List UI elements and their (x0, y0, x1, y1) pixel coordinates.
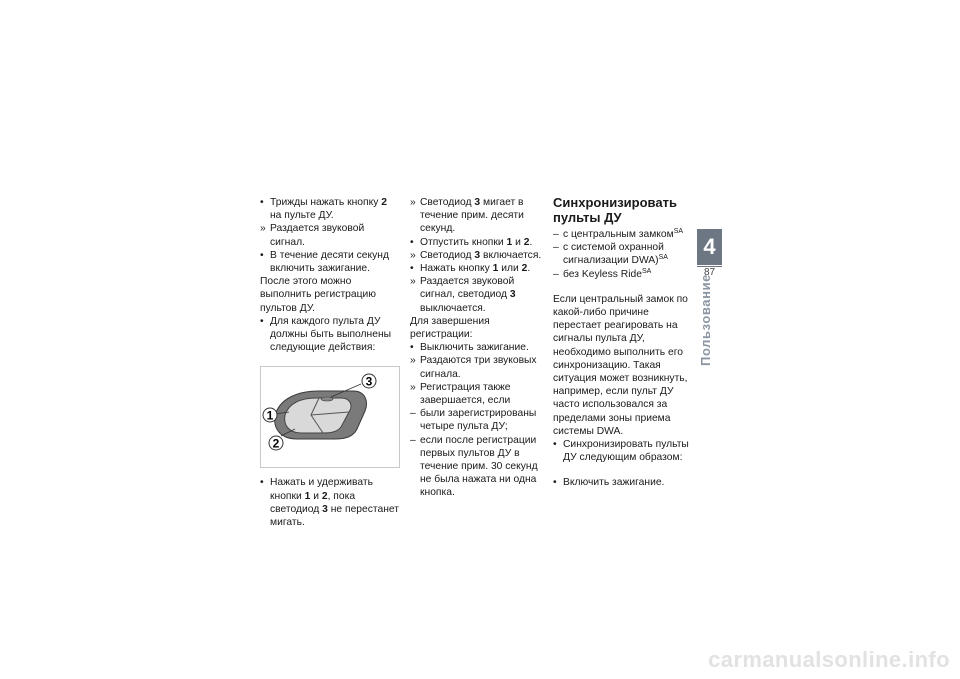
list-item (260, 315, 400, 355)
item-text: В течение десяти секунд включить зажигание. (270, 249, 389, 275)
item-text: Для каждого пульта ДУ должны быть выполнены следующие действия: (270, 315, 392, 354)
key-fob-illustration (260, 366, 400, 468)
item-text: Раздается звуковой сигнал. (270, 223, 365, 248)
bullet-mark: • (410, 236, 414, 248)
item-text: Трижды нажать кнопку (270, 197, 382, 208)
item-text: . (527, 263, 531, 275)
dash-mark: – (553, 268, 559, 280)
result-item (410, 249, 544, 262)
list-item (410, 236, 544, 249)
led-number: 3 (509, 289, 516, 301)
bullet-mark: • (260, 315, 264, 327)
item-text: Включить зажигание. (563, 477, 665, 489)
bullet-mark: • (553, 477, 557, 489)
bullet-mark: • (260, 197, 264, 208)
item-text: и (512, 236, 524, 248)
led-number: 3 (474, 197, 481, 208)
item-text: без Keyless Ride (563, 268, 642, 280)
result-item (410, 381, 544, 407)
result-item (260, 222, 400, 248)
key-fob-drawing (261, 367, 399, 467)
chapter-title: Пользование (698, 273, 713, 366)
page-number: 87 (703, 267, 716, 278)
item-text: на пульте ДУ. (270, 210, 334, 222)
button-number: 1 (506, 236, 513, 248)
item-text: включается. (480, 249, 542, 261)
result-mark: » (410, 197, 416, 208)
item-text: выключается. (420, 302, 486, 314)
item-text: Отпустить кнопки (420, 236, 507, 248)
result-item (410, 196, 544, 236)
list-item (260, 476, 400, 529)
option-superscript: SA (658, 254, 668, 262)
button-number: 1 (492, 263, 499, 275)
paragraph: После этого можно выполнить регистрацию пультов ДУ. (260, 276, 376, 314)
item-text: Синхронизировать пульты ДУ следующим образом: (563, 439, 689, 464)
button-number: 2 (523, 236, 530, 248)
list-item (410, 341, 544, 354)
dash-item (553, 228, 691, 241)
paragraph: Если центральный замок по какой-либо причине перестает реагировать на сигналы пульта ДУ, необходимо выполнить его синхронизацию. Такая ситуация может возникнуть, например, если пульт ДУ часто использовался за пределами зоны приема системы DWA. (553, 293, 688, 437)
result-mark: » (260, 223, 266, 235)
column-2 (410, 196, 544, 500)
dash-item (410, 407, 544, 433)
item-text: Регистрация также завершается, если (420, 381, 511, 407)
bullet-mark: • (260, 249, 264, 261)
item-text: Раздается звуковой сигнал, светодиод (420, 276, 515, 301)
item-text: , пока светодиод (270, 490, 356, 515)
led-number: 3 (474, 249, 481, 261)
dash-mark: – (410, 434, 416, 446)
spacer (553, 281, 691, 293)
item-text: Выключить зажигание. (420, 342, 529, 354)
result-item (410, 354, 544, 380)
item-text: с системой охранной сигнализации DWA) (563, 242, 664, 267)
result-mark: » (410, 381, 416, 393)
result-item (410, 275, 544, 315)
dash-item (410, 434, 544, 500)
callout-label: 3 (365, 374, 373, 389)
button-number: 1 (304, 490, 311, 502)
item-text: с центральным замком (563, 229, 674, 240)
dash-mark: – (410, 408, 416, 420)
option-superscript: SA (673, 228, 684, 235)
item-text: и (310, 490, 322, 502)
dash-item (553, 268, 691, 281)
bullet-mark: • (260, 477, 264, 489)
item-text: Раздаются три звуковых сигнала. (420, 355, 537, 380)
result-mark: » (410, 249, 416, 261)
button-number: 2 (521, 263, 528, 275)
item-text: были зарегистрированы четыре пульта ДУ; (420, 408, 537, 433)
button-number: 2 (321, 490, 328, 502)
item-text: если после регистрации первых пультов ДУ в течение прим. 30 секунд не была нажата ни одна кнопка. (420, 434, 538, 499)
bullet-mark: • (410, 342, 414, 354)
chapter-number-tab: 4 (697, 229, 722, 265)
watermark: carmanualsonline.info (708, 647, 950, 672)
item-text: . (529, 236, 533, 248)
item-text: не перестанет мигать. (270, 503, 400, 529)
callout-label: 1 (266, 408, 274, 423)
result-mark: » (410, 355, 416, 367)
item-text: мигает в течение прим. десяти секунд. (420, 197, 524, 235)
bullet-mark: • (553, 439, 557, 451)
item-text: или (498, 263, 522, 275)
list-item (260, 196, 400, 222)
button-number: 2 (381, 197, 387, 208)
column-3 (553, 196, 691, 490)
spacer (553, 464, 691, 476)
led-number: 3 (322, 503, 328, 515)
column-1 (260, 196, 400, 529)
dash-item (553, 241, 691, 267)
paragraph: Для завершения регистрации: (410, 315, 490, 341)
section-heading: Синхронизировать пульты ДУ (553, 195, 677, 225)
item-text: Нажать и удерживать кнопки (270, 477, 373, 502)
item-text: Нажать кнопку (420, 263, 493, 275)
bullet-mark: • (410, 263, 414, 275)
dash-mark: – (553, 229, 559, 240)
option-superscript: SA (641, 267, 652, 275)
list-item (553, 438, 691, 464)
list-item (260, 249, 400, 275)
callout-label: 2 (272, 436, 280, 451)
dash-mark: – (553, 242, 559, 254)
result-mark: » (410, 276, 416, 288)
item-text: Светодиод (420, 197, 475, 208)
item-text: Светодиод (420, 249, 475, 261)
list-item (553, 476, 691, 489)
list-item (410, 262, 544, 275)
